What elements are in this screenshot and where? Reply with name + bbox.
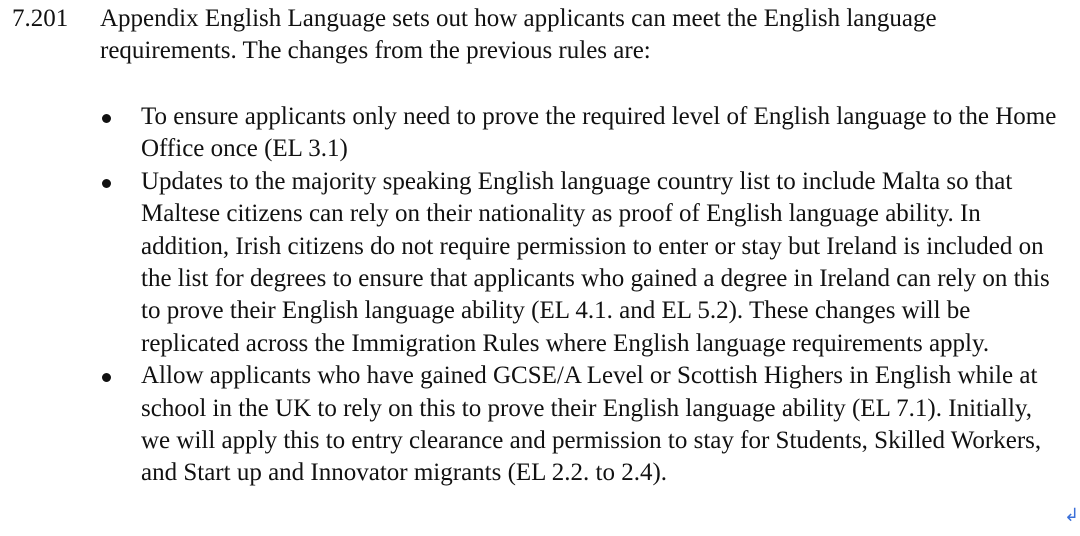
paragraph-number: 7.201 [12,5,69,32]
bullet-icon [102,114,111,123]
bullet-icon [102,373,111,382]
paragraph-return-icon: ↲ [1064,505,1080,526]
list-item-text: Updates to the majority speaking English language country list to include Malta so that Maltese citizens can rely on their nationality as proof of English language ability. In addition, Irish citizens do not require permission to enter or stay but Ireland is included on the list for degrees to ensure that applicants who gained a degree in Ireland can rely on this to prove their English language ability (EL 4.1. and EL 5.2). These changes will be replicated across the Immigration Rules where English language requirements apply. [141,167,1050,357]
list-item [100,360,1060,490]
list-item [100,101,1060,166]
list-item-text: Allow applicants who have gained GCSE/A Level or Scottish Highers in English while at school in the UK to rely on this to prove their English language ability (EL 7.1). Initially, we will apply this to entry clearance and permission to stay for Students, Skilled Workers, and Start up and Innovator migrants (EL 2.2. to 2.4). [141,362,1042,487]
bullet-icon [102,179,111,188]
list-item [100,166,1060,360]
list-item-text: To ensure applicants only need to prove the required level of English language to the Home Office once (EL 3.1) [141,103,1057,163]
paragraph-intro: Appendix English Language sets out how applicants can meet the English language requirements. The changes from the previous rules are: [100,5,937,64]
changes-bullet-list [100,101,1060,490]
